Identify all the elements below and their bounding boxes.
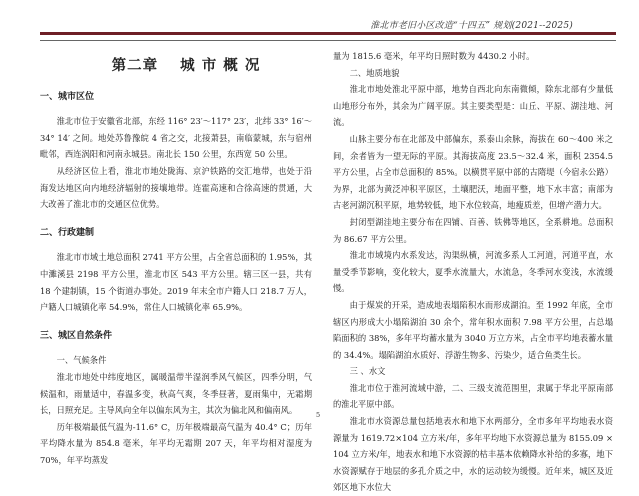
page-number: 5 [316, 411, 321, 419]
running-header-title: 淮北市老旧小区改造“十四五” 规划(2021--2025) [370, 21, 573, 31]
paragraph: 从经济区位上看，淮北市地处陇海、京沪铁路的交汇地带，也处于沿海发达地区向内地经济辐射的接壤地带。连霍高速和合徐高速的贯通，大大改善了淮北市的交通区位优势。 [40, 165, 312, 210]
paragraph: 淮北市地处淮北平原中部，地势自西北向东南微倾，除东北部有少量低山地形分布外，其余为广阔平原。其主要类型是：山丘、平原、湖洼地、河流。 [333, 84, 613, 128]
paragraph: 淮北市市域土地总面积 2741 平方公里，占全省总面积的 1.95%，其中濉溪县 2198 平方公里，淮北市区 543 平方公里。辖三区一县，共有 18 个建制镇，15 个街道办事处。2019 年末全市户籍人口 218.7 万人，户籍人口城镇化率 54.9%，常住人口城镇化率 65.9%。 [40, 252, 312, 313]
paragraph: 淮北市位于淮河流域中游，二、三级支流范围里，隶属于华北平原南部的淮北平原中部。 [333, 382, 613, 410]
paragraph: 历年极端最低气温为-11.6° C，历年极端最高气温为 40.4° C；历年平均降水量为 854.8 毫米，年平均无霜期 207 天，年平均相对湿度为 70%，年平均蒸发 [40, 421, 312, 465]
section-heading-location: 一、城市区位 [40, 91, 95, 102]
paragraph: 山脉主要分布在北部及中部偏东，系泰山余脉，海拔在 60～400 米之间，余者皆为一望无际的平原。其海拔高度 23.5～32.4 米，面积 2354.5 平方公里，占全市总面积的 85%。以横贯平原中部的古隋堤（今宿永公路）为界，北部为黄泛冲积平原区，土壤肥沃，地面平整，地下水丰富；南部为古老河湖沉积平原，地势较低，地下水位较高，地瘦质差，但增产潜力大。 [333, 133, 613, 211]
subheading-climate: 一、气候条件 [56, 355, 107, 366]
paragraph: 淮北市位于安徽省北部，东经 116° 23′～117° 23′，北纬 33° 16′～34° 14′ 之间。地处苏鲁豫皖 4 省之交，北接萧县，南临蒙城，东与宿州毗邻，西连涡阳和河南永城县。南北长 150 公里，东西宽 50 公里。 [40, 116, 312, 160]
section-heading-administration: 二、行政建制 [40, 227, 95, 238]
paragraph: 由于煤炭的开采，造成地表塌陷积水而形成湖泊。至 1992 年底，全市辖区内形成大小塌陷湖泊 30 余个，常年积水面积 7.98 平方公里，占总塌陷面积的 38%，多年平均蓄水量为 3040 万立方米，占全市平均地表蓄水量的 34.4%。塌陷湖泊水质好、浮游生物多、污染少，适合鱼类生长。 [333, 299, 613, 360]
chapter-title [40, 58, 312, 75]
paragraph: 封闭型湖洼地主要分布在四铺、百善、铁佛等地区，全系耕地。总面积为 86.67 平方公里。 [333, 216, 613, 244]
paragraph: 淮北市水资源总量包括地表水和地下水两部分，全市多年平均地表水资源量为 1619.72×104 立方米/年，多年平均地下水资源总量为 8155.09 × 104 立方米/年，地表水和地下水资源的枯丰基本依赖降水补给的多寡，地下水资源赋存于地层的多孔介质之中，水的运动较为缓慢。近年来，城区及近郊区地下水位大 [333, 416, 613, 493]
subheading-hydrology: 三 、水文 [349, 366, 386, 377]
header-rule-thin [40, 40, 616, 41]
chapter-name: 城 市 概 况 [180, 58, 261, 74]
left-column [40, 56, 312, 468]
section-heading-natural-conditions: 三、城区自然条件 [40, 330, 113, 341]
paragraph: 淮北市域境内水系发达，沟渠纵横，河流多系人工河道，河道平直，水量受季节影响，变化较大，夏季水流量大，水流急，冬季河水变浅，水流缓慢。 [333, 250, 613, 294]
subheading-geology: 二、地质地貌 [349, 67, 400, 78]
chapter-number: 第二章 [111, 58, 159, 74]
header-rule-thick [40, 32, 616, 35]
paragraph-continuation: 量为 1815.6 毫米，年平均日照时数为 4430.2 小时。 [333, 51, 535, 61]
right-column [333, 48, 613, 496]
paragraph: 淮北市地处中纬度地区，属暖温带半湿润季风气候区，四季分明，气候温和，雨量适中，春温多变，秋高气爽，冬季昼著，夏雨集中，无霜期长，日照充足。主导风向全年以偏东风为主，其次为偏北风和偏南风。 [40, 371, 312, 416]
